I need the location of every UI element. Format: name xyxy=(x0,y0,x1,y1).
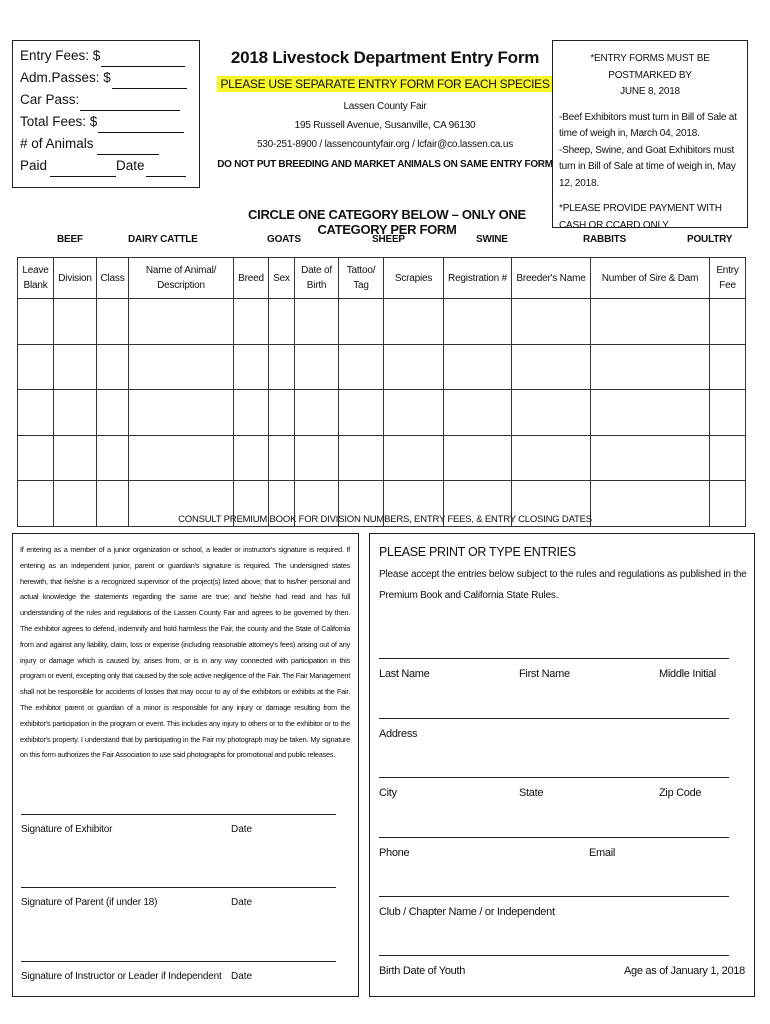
paid-date-blank[interactable] xyxy=(146,161,186,177)
category-beef[interactable]: BEEF xyxy=(57,234,83,245)
species-notice: PLEASE USE SEPARATE ENTRY FORM FOR EACH SPECIES xyxy=(217,76,552,92)
consult-premium-book: CONSULT PREMIUM BOOK FOR DIVISION NUMBERS, ENTRY FEES, & ENTRY CLOSING DATES xyxy=(178,514,592,525)
first-name-label: First Name xyxy=(519,668,570,680)
paid-field[interactable] xyxy=(20,155,199,177)
address-label: Address xyxy=(379,728,418,740)
adm-passes-field[interactable] xyxy=(20,67,199,89)
entry-cell-entry-fee[interactable] xyxy=(710,390,746,436)
entry-cell-animal-name[interactable] xyxy=(129,435,234,481)
phone-email-field[interactable] xyxy=(379,837,729,867)
entry-cell-sex[interactable] xyxy=(269,390,295,436)
entry-cell-class[interactable] xyxy=(97,299,129,345)
entry-cell-tattoo-tag[interactable] xyxy=(339,435,384,481)
fees-box xyxy=(12,40,200,188)
col-sire-dam: Number of Sire & Dam xyxy=(591,258,710,299)
num-animals-label: # of Animals xyxy=(20,136,94,151)
form-title: 2018 Livestock Department Entry Form xyxy=(230,48,540,67)
entry-cell-breeders-name[interactable] xyxy=(512,435,591,481)
entry-cell-date-of-birth[interactable] xyxy=(295,344,339,390)
entry-cell-date-of-birth[interactable] xyxy=(295,390,339,436)
entry-cell-scrapies[interactable] xyxy=(384,435,444,481)
zip-label: Zip Code xyxy=(659,787,702,799)
entry-cell-division[interactable] xyxy=(54,435,97,481)
col-breed: Breed xyxy=(234,258,269,299)
entry-cell-scrapies[interactable] xyxy=(384,299,444,345)
num-animals-blank[interactable] xyxy=(97,139,159,155)
signature-line[interactable] xyxy=(21,887,336,888)
entry-cell-sire-dam[interactable] xyxy=(591,344,710,390)
name-line[interactable] xyxy=(379,658,729,659)
col-tattoo-tag: Tattoo/ Tag xyxy=(339,258,384,299)
entry-cell-class[interactable] xyxy=(97,390,129,436)
org-address: 195 Russell Avenue, Susanville, CA 96130 xyxy=(294,120,476,131)
entry-cell-sire-dam[interactable] xyxy=(591,299,710,345)
entry-cell-animal-name[interactable] xyxy=(129,390,234,436)
address-field[interactable] xyxy=(379,718,729,748)
entry-cell-class[interactable] xyxy=(97,435,129,481)
entry-cell-date-of-birth[interactable] xyxy=(295,435,339,481)
entry-cell-registration[interactable] xyxy=(444,344,512,390)
entry-cell-breed[interactable] xyxy=(234,390,269,436)
exhibitor-signature-field[interactable] xyxy=(21,814,351,844)
entry-fees-blank[interactable] xyxy=(101,51,185,67)
entry-cell-tattoo-tag[interactable] xyxy=(339,299,384,345)
paid-date-label: Date xyxy=(116,158,145,173)
city-line[interactable] xyxy=(379,777,729,778)
entry-cell-leave-blank[interactable] xyxy=(18,435,54,481)
category-sheep[interactable]: SHEEP xyxy=(372,234,405,245)
table-row xyxy=(18,435,746,481)
instructor-signature-field[interactable] xyxy=(21,961,351,991)
payment-notice: *PLEASE PROVIDE PAYMENT WITH CASH OR CCARD ONLY. xyxy=(559,203,722,231)
table-row xyxy=(18,299,746,345)
total-fees-field[interactable] xyxy=(20,111,199,133)
entry-cell-scrapies[interactable] xyxy=(384,390,444,436)
col-breeders-name: Breeder's Name xyxy=(512,258,591,299)
city-label: City xyxy=(379,787,397,799)
birth-date-label: Birth Date of Youth xyxy=(379,965,466,977)
last-name-label: Last Name xyxy=(379,668,430,680)
entry-cell-breeders-name[interactable] xyxy=(512,299,591,345)
instructor-signature-label: Signature of Instructor or Leader if Independent xyxy=(21,971,222,982)
table-row xyxy=(18,344,746,390)
signature-line[interactable] xyxy=(21,814,336,815)
entry-cell-entry-fee[interactable] xyxy=(710,344,746,390)
parent-date-label: Date xyxy=(231,897,253,908)
sheep-bill-of-sale: -Sheep, Swine, and Goat Exhibitors must turn in Bill of Sale at time of weigh in, May 12, 2018. xyxy=(559,144,736,189)
agreement-box xyxy=(12,533,359,997)
table-header-row xyxy=(18,258,746,299)
entry-cell-leave-blank[interactable] xyxy=(18,344,54,390)
postmark-date: JUNE 8, 2018 xyxy=(620,86,680,97)
col-date-of-birth: Date of Birth xyxy=(295,258,339,299)
beef-bill-of-sale: -Beef Exhibitors must turn in Bill of Sale at time of weigh in, March 04, 2018. xyxy=(559,111,737,139)
org-contact: 530-251-8900 / lassencountyfair.org / lcfair@co.lassen.ca.us xyxy=(256,139,514,150)
instructor-date-label: Date xyxy=(231,971,253,982)
col-entry-fee: Entry Fee xyxy=(710,258,746,299)
adm-passes-label: Adm.Passes: $ xyxy=(20,70,111,85)
middle-initial-label: Middle Initial xyxy=(659,668,716,680)
exhibitor-signature-label: Signature of Exhibitor xyxy=(21,824,113,835)
birth-date-line[interactable] xyxy=(379,955,729,956)
col-sex: Sex xyxy=(269,258,295,299)
breeding-warning: DO NOT PUT BREEDING AND MARKET ANIMALS ON SAME ENTRY FORM xyxy=(217,159,553,170)
entry-cell-breeders-name[interactable] xyxy=(512,344,591,390)
category-options xyxy=(0,234,770,248)
email-label: Email xyxy=(589,847,616,859)
exhibitor-info-box xyxy=(369,533,755,997)
entry-cell-division[interactable] xyxy=(54,299,97,345)
entry-cell-sire-dam[interactable] xyxy=(591,435,710,481)
entry-cell-sex[interactable] xyxy=(269,435,295,481)
club-field[interactable] xyxy=(379,896,729,926)
form-header xyxy=(210,48,560,170)
entry-cell-leave-blank[interactable] xyxy=(18,299,54,345)
liability-agreement: If entering as a member of a junior organization or school, a leader or instructor's signature is required. If entering as an independent junior, parent or guardian's signature is required. The undersigned states herewith, that he/she is a recognized supervisor of the project(s) listed above; that to his/her personal and actual knowledge the statements regarding the same are true; and he/she had read and has full understanding of the rules and regulations of the Lassen County Fair and agrees to be governed by then. The exhibitor agrees to defend, indemnify and hold harmless the Fair, the county and the State of California from and against any liability, claim, loss or expense (including reasonable attorney's fees) arising out of any injury or damage which is caused by, arises from, or is in any way connected with participation in this program or event, excepting only that caused by the sole active negligence of the Fair. The Fair Management shall not be responsible for accidents of losses that may occur to ay of the exhibitors or exhibits at the Fair. The exhibitor parent or guardian of a minor is responsible for any injury or damage resulting from the exhibitor's participation in the program or event. This includes any injury to others or to the exhibitor or to the exhibitor's property. I understand that by participating in the Fair my photograph may be taken. My signature on this form authorizes the Fair Association to use said photographs for promotional and public releases. xyxy=(20,545,350,760)
table-row xyxy=(18,390,746,436)
category-dairy-cattle[interactable]: DAIRY CATTLE xyxy=(128,234,198,245)
entry-cell-breeders-name[interactable] xyxy=(512,390,591,436)
col-leave-blank: Leave Blank xyxy=(18,258,54,299)
num-animals-field[interactable] xyxy=(20,133,199,155)
category-heading: CIRCLE ONE CATEGORY BELOW – ONLY ONE CATEGORY PER FORM xyxy=(248,207,526,237)
car-pass-field[interactable] xyxy=(20,89,199,111)
city-state-zip-field[interactable] xyxy=(379,777,729,807)
age-label: Age as of January 1, 2018 xyxy=(624,965,745,977)
entry-cell-scrapies[interactable] xyxy=(384,344,444,390)
category-rabbits[interactable]: RABBITS xyxy=(583,234,627,245)
entry-cell-division[interactable] xyxy=(54,344,97,390)
entry-cell-sex[interactable] xyxy=(269,299,295,345)
entry-cell-date-of-birth[interactable] xyxy=(295,299,339,345)
address-line[interactable] xyxy=(379,718,729,719)
entry-cell-registration[interactable] xyxy=(444,390,512,436)
please-print-heading: PLEASE PRINT OR TYPE ENTRIES xyxy=(379,545,576,559)
paid-label: Paid xyxy=(20,158,48,173)
exhibitor-date-label: Date xyxy=(231,824,253,835)
org-name: Lassen County Fair xyxy=(343,101,427,112)
entry-cell-animal-name[interactable] xyxy=(129,299,234,345)
entry-cell-breed[interactable] xyxy=(234,344,269,390)
entry-cell-entry-fee[interactable] xyxy=(710,435,746,481)
phone-label: Phone xyxy=(379,847,410,859)
deadline-notice-box xyxy=(552,40,748,231)
entry-cell-class[interactable] xyxy=(97,344,129,390)
state-label: State xyxy=(519,787,544,799)
postmark-notice: *ENTRY FORMS MUST BE POSTMARKED BY xyxy=(590,53,710,81)
entry-cell-tattoo-tag[interactable] xyxy=(339,390,384,436)
col-division: Division xyxy=(54,258,97,299)
signature-line[interactable] xyxy=(21,961,336,962)
entry-cell-registration[interactable] xyxy=(444,435,512,481)
entry-fees-label: Entry Fees: $ xyxy=(20,48,101,63)
entry-fees-field[interactable] xyxy=(20,45,199,67)
entry-cell-entry-fee[interactable] xyxy=(710,299,746,345)
col-registration: Registration # xyxy=(444,258,512,299)
category-poultry[interactable]: POULTRY xyxy=(687,234,733,245)
col-scrapies: Scrapies xyxy=(384,258,444,299)
car-pass-blank[interactable] xyxy=(80,95,180,111)
accept-entries-text: Please accept the entries below subject to the rules and regulations as published in the Premium Book and California State Rules. xyxy=(379,569,747,601)
entry-cell-registration[interactable] xyxy=(444,299,512,345)
entry-table xyxy=(17,257,746,527)
entry-cell-breed[interactable] xyxy=(234,435,269,481)
entry-cell-animal-name[interactable] xyxy=(129,344,234,390)
parent-signature-field[interactable] xyxy=(21,887,351,917)
paid-blank[interactable] xyxy=(50,161,116,177)
car-pass-label: Car Pass: xyxy=(20,92,80,107)
category-goats[interactable]: GOATS xyxy=(267,234,301,245)
birth-date-field[interactable] xyxy=(379,955,745,985)
entry-cell-leave-blank[interactable] xyxy=(18,390,54,436)
entry-cell-division[interactable] xyxy=(54,390,97,436)
category-swine[interactable]: SWINE xyxy=(476,234,508,245)
phone-line[interactable] xyxy=(379,837,729,838)
club-line[interactable] xyxy=(379,896,729,897)
entry-cell-sex[interactable] xyxy=(269,344,295,390)
entry-cell-sire-dam[interactable] xyxy=(591,390,710,436)
parent-signature-label: Signature of Parent (if under 18) xyxy=(21,897,158,908)
entry-cell-tattoo-tag[interactable] xyxy=(339,344,384,390)
col-animal-name: Name of Animal/ Description xyxy=(129,258,234,299)
adm-passes-blank[interactable] xyxy=(112,73,187,89)
total-fees-blank[interactable] xyxy=(98,117,184,133)
name-field[interactable] xyxy=(379,658,729,688)
entry-cell-breed[interactable] xyxy=(234,299,269,345)
col-class: Class xyxy=(97,258,129,299)
total-fees-label: Total Fees: $ xyxy=(20,114,98,129)
club-label: Club / Chapter Name / or Independent xyxy=(379,906,555,918)
